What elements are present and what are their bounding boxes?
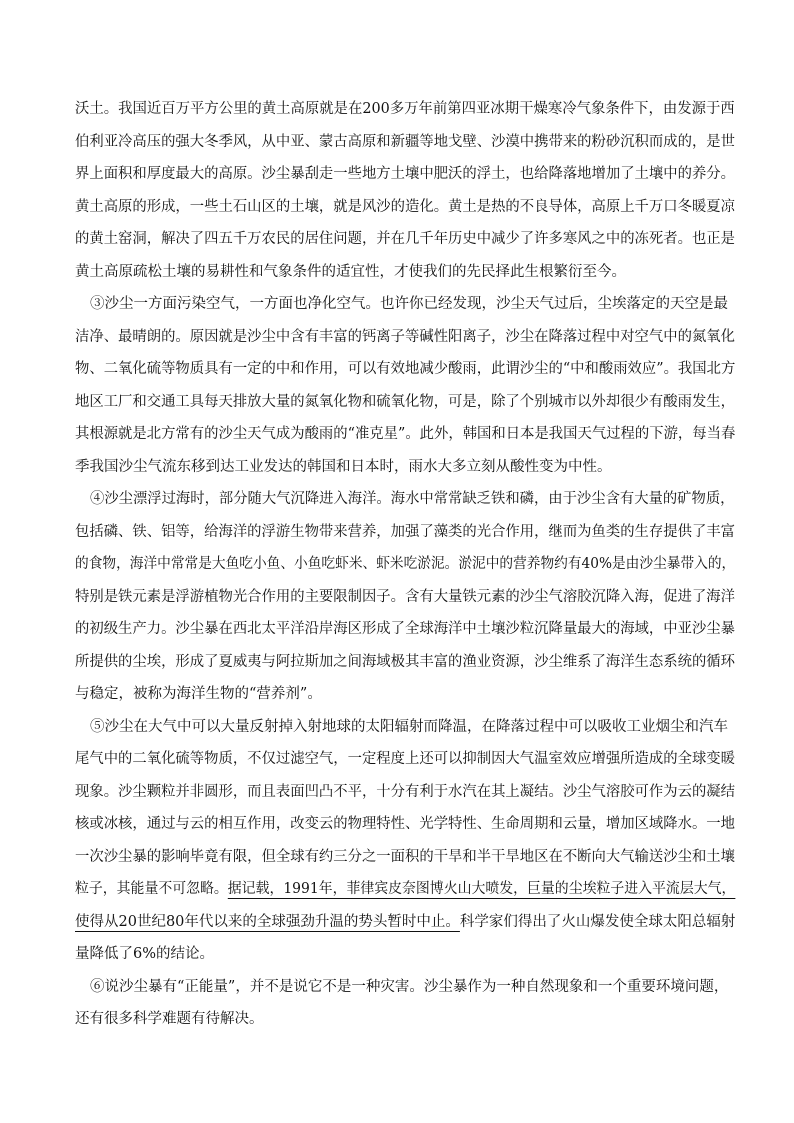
text-line: 的食物，海洋中常常是大鱼吃小鱼、小鱼吃虾米、虾米吃淤泥。淤泥中的营养物约有40%是由沙尘暴带入的， (75, 556, 736, 572)
text-line-with-underline (75, 873, 735, 906)
text-line: 界上面积和厚度最大的高原。沙尘暴刮走一些地方土壤中肥沃的浮土，也给降落地增加了土壤中的养分。 (75, 166, 735, 182)
text-line: 物、二氧化硫等物质具有一定的中和作用，可以有效地减少酸雨，此谓沙尘的“中和酸雨效应”。我国北方 (75, 361, 736, 377)
text-line: 所提供的尘埃，形成了夏威夷与阿拉斯加之间海域极其丰富的渔业资源，沙尘维系了海洋生态系统的循环 (75, 653, 735, 670)
text-line: 核或冰核，通过与云的相互作用，改变云的物理特性、光学特性、生命周期和云量，增加区域降水。一地 (75, 816, 735, 832)
plain-text: 粒子，其能量不可忽略。 (75, 881, 228, 897)
paragraph-5 (75, 711, 735, 971)
text-line: 的初级生产力。沙尘暴在西北太平洋沿岸海区形成了全球海洋中土壤沙粒沉降量最大的海域，中亚沙尘暴 (75, 621, 735, 637)
paragraph-4 (75, 483, 735, 711)
text-line: 洁净、最晴朗的。原因就是沙尘中含有丰富的钙离子等碱性阳离子，沙尘在降落过程中对空气中的氮氧化 (75, 328, 735, 345)
text-line: 与稳定，被称为海洋生物的“营养剂”。 (75, 686, 322, 702)
paragraph-loess-plateau (75, 93, 735, 288)
text-line: 黄土高原的形成，一些土石山区的土壤，就是风沙的造化。黄土是热的不良导体，高原上千万口冬暖夏凉 (75, 198, 735, 215)
text-line: 地区工厂和交通工具每天排放大量的氮氧化物和硫氧化物，可是，除了个别城市以外却很少有酸雨发生， (75, 393, 735, 410)
text-line: 一次沙尘暴的影响毕竟有限，但全球有约三分之一面积的干旱和半干旱地区在不断向大气输送沙尘和土壤 (75, 848, 735, 865)
paragraph-3 (75, 288, 735, 483)
text-line: ④沙尘漂浮过海时，部分随大气沉降进入海洋。海水中常常缺乏铁和磷，由于沙尘含有大量的矿物质， (90, 491, 735, 507)
text-line: 包括磷、铁、铝等，给海洋的浮游生物带来营养，加强了藻类的光合作用，继而为鱼类的生存提供了丰富 (75, 523, 735, 540)
text-line: 季我国沙尘气流东移到达工业发达的韩国和日本时，雨水大多立刻从酸性变为中性。 (75, 458, 612, 475)
plain-text: 科学家们得出了火山爆发使全球太阳总辐射 (459, 913, 736, 930)
text-line: 特别是铁元素是浮游植物光合作用的主要限制因子。含有大量铁元素的沙尘气溶胶沉降入海，促进了海洋 (75, 588, 735, 605)
text-line: 尾气中的二氧化硫等物质，不仅过滤空气，一定程度上还可以抑制因大气温室效应增强所造成的全球变暖 (75, 751, 735, 767)
text-line-with-underline (75, 906, 735, 939)
underlined-text: 使得从20世纪80年代以来的全球强劲升温的势头暂时中止。 (75, 913, 460, 930)
text-line: 量降低了6%的结论。 (75, 946, 215, 962)
underlined-text: 据记载，1991年，菲律宾皮奈图博火山大喷发，巨量的尘埃粒子进入平流层大气， (227, 881, 736, 897)
text-line: 现象。沙尘颗粒并非圆形，而且表面凹凸不平，十分有利于水汽在其上凝结。沙尘气溶胶可作为云的凝结 (75, 783, 735, 800)
text-line: ③沙尘一方面污染空气，一方面也净化空气。也许你已经发现，沙尘天气过后，尘埃落定的天空是最 (90, 296, 728, 312)
document-page (75, 93, 735, 1036)
text-line: ⑥说沙尘暴有“正能量”，并不是说它不是一种灾害。沙尘暴作为一种自然现象和一个重要环境问题， (90, 978, 729, 995)
text-line: 其根源就是北方常有的沙尘天气成为酸雨的“准克星”。此外，韩国和日本是我国天气过程的下游，每当春 (75, 426, 736, 442)
text-line: 沃土。我国近百万平方公里的黄土高原就是在200多万年前第四亚冰期干燥寒冷气象条件下，由发源于西 (75, 101, 735, 117)
paragraph-6 (75, 971, 735, 1036)
text-line: 的黄土窑洞，解决了四五千万农民的居住问题，并在几千年历史中减少了许多寒风之中的冻死者。也正是 (75, 231, 735, 247)
text-line: 伯利亚冷高压的强大冬季风，从中亚、蒙古高原和新疆等地戈壁、沙漠中携带来的粉砂沉积而成的，是世 (75, 133, 735, 150)
text-line: ⑤沙尘在大气中可以大量反射掉入射地球的太阳辐射而降温，在降落过程中可以吸收工业烟尘和汽车 (90, 718, 728, 735)
text-line: 黄土高原疏松土壤的易耕性和气象条件的适宜性，才使我们的先民择此生根繁衍至今。 (75, 263, 626, 280)
text-line: 还有很多科学难题有待解决。 (75, 1011, 264, 1027)
